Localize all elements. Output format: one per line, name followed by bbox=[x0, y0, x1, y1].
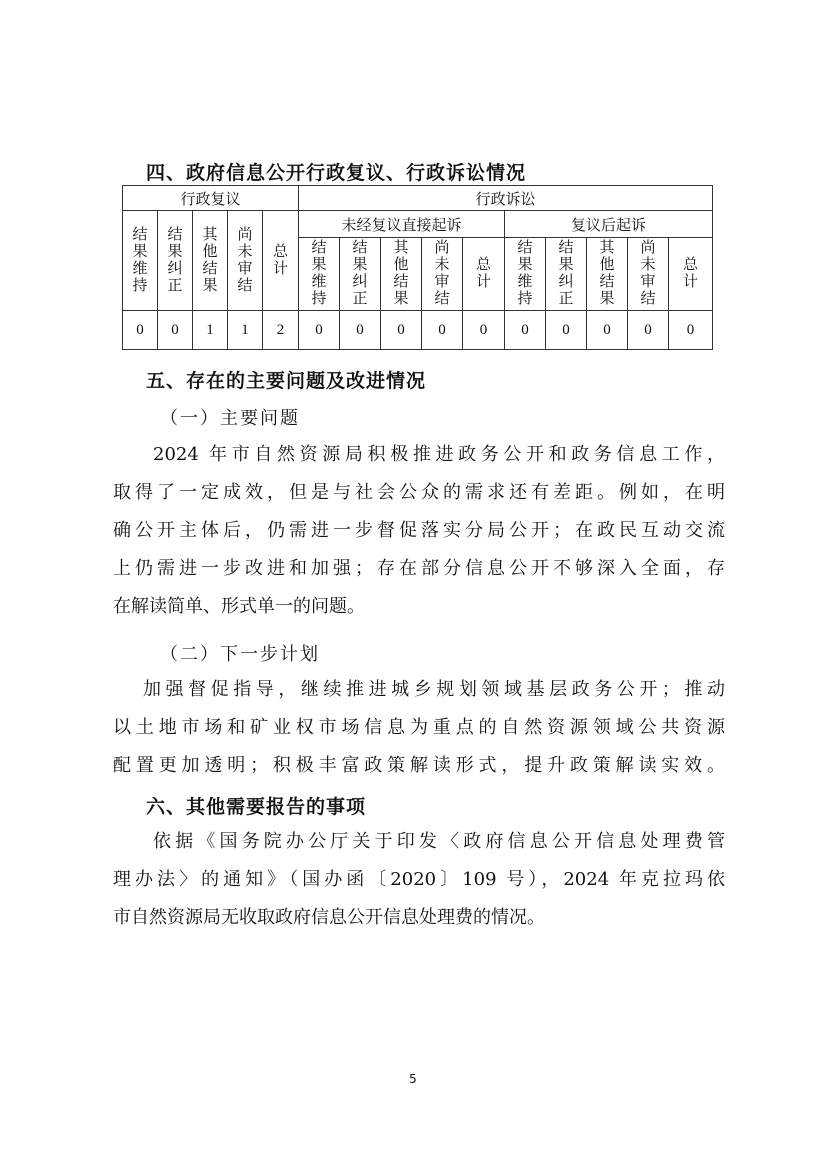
page-number: 5 bbox=[409, 1072, 417, 1086]
table-cell: 0 bbox=[422, 311, 463, 350]
col-review-corrected: 结 果 纠 正 bbox=[158, 211, 193, 311]
col-after-total: 总 计 bbox=[669, 238, 713, 311]
table-cell: 0 bbox=[123, 311, 158, 350]
col-direct-other: 其 他 结 果 bbox=[381, 238, 422, 311]
paragraph-main-problems bbox=[113, 436, 725, 626]
col-direct-total: 总 计 bbox=[463, 238, 505, 311]
col-direct-pending: 尚 未 审 结 bbox=[422, 238, 463, 311]
header-direct-litigation: 未经复议直接起诉 bbox=[299, 211, 505, 238]
review-litigation-table bbox=[122, 185, 713, 350]
table-cell: 0 bbox=[587, 311, 628, 350]
col-review-pending: 尚 未 审 结 bbox=[228, 211, 263, 311]
text-line: 确公开主体后，仍需进一步督促落实分局公开；在政民互动交流 bbox=[113, 520, 725, 541]
text-line: 理办法〉的通知》（国办函〔2020〕109 号），2024 年克拉玛依 bbox=[113, 869, 725, 890]
table-cell: 2 bbox=[263, 311, 299, 350]
subsection-next-plan: （二）下一步计划 bbox=[160, 644, 320, 665]
table-cell: 0 bbox=[340, 311, 381, 350]
col-after-corrected: 结 果 纠 正 bbox=[546, 238, 587, 311]
header-administrative-review: 行政复议 bbox=[123, 186, 299, 211]
text-line: 市自然资源局无收取政府信息公开信息处理费的情况。 bbox=[113, 907, 545, 928]
text-line: 2024 年市自然资源局积极推进政务公开和政务信息工作， bbox=[153, 444, 725, 465]
table-cell: 0 bbox=[505, 311, 546, 350]
table-cell: 0 bbox=[299, 311, 340, 350]
table-cell: 0 bbox=[628, 311, 669, 350]
col-after-maintained: 结 果 维 持 bbox=[505, 238, 546, 311]
col-after-other: 其 他 结 果 bbox=[587, 238, 628, 311]
section-4-heading: 四、政府信息公开行政复议、行政诉讼情况 bbox=[146, 162, 527, 184]
table-cell: 1 bbox=[193, 311, 228, 350]
text-line: 加强督促指导，继续推进城乡规划领域基层政务公开；推动 bbox=[143, 679, 725, 700]
header-administrative-litigation: 行政诉讼 bbox=[299, 186, 713, 211]
table-cell: 0 bbox=[158, 311, 193, 350]
col-direct-maintained: 结 果 维 持 bbox=[299, 238, 340, 311]
table-cell: 0 bbox=[546, 311, 587, 350]
table-cell: 0 bbox=[669, 311, 713, 350]
text-line: 取得了一定成效，但是与社会公众的需求还有差距。例如，在明 bbox=[113, 482, 725, 503]
text-line: 配置更加透明；积极丰富政策解读形式，提升政策解读实效。 bbox=[113, 755, 725, 776]
subsection-main-problems: （一）主要问题 bbox=[160, 408, 300, 429]
table-cell: 1 bbox=[228, 311, 263, 350]
section-6-heading: 六、其他需要报告的事项 bbox=[146, 796, 367, 818]
text-line: 上仍需进一步改进和加强；存在部分信息公开不够深入全面，存 bbox=[113, 558, 725, 579]
table-cell: 0 bbox=[463, 311, 505, 350]
paragraph-other-matters bbox=[113, 823, 725, 937]
col-review-maintained: 结 果 维 持 bbox=[123, 211, 158, 311]
col-after-pending: 尚 未 审 结 bbox=[628, 238, 669, 311]
col-review-total: 总 计 bbox=[263, 211, 299, 311]
header-litigation-after-review: 复议后起诉 bbox=[505, 211, 713, 238]
table-cell: 0 bbox=[381, 311, 422, 350]
text-line: 依据《国务院办公厅关于印发〈政府信息公开信息处理费管 bbox=[153, 831, 725, 852]
section-5-heading: 五、存在的主要问题及改进情况 bbox=[146, 370, 427, 392]
col-direct-corrected: 结 果 纠 正 bbox=[340, 238, 381, 311]
text-line: 在解读简单、形式单一的问题。 bbox=[113, 596, 365, 617]
col-review-other: 其 他 结 果 bbox=[193, 211, 228, 311]
paragraph-next-plan bbox=[113, 671, 725, 785]
text-line: 以土地市场和矿业权市场信息为重点的自然资源领域公共资源 bbox=[113, 717, 725, 738]
